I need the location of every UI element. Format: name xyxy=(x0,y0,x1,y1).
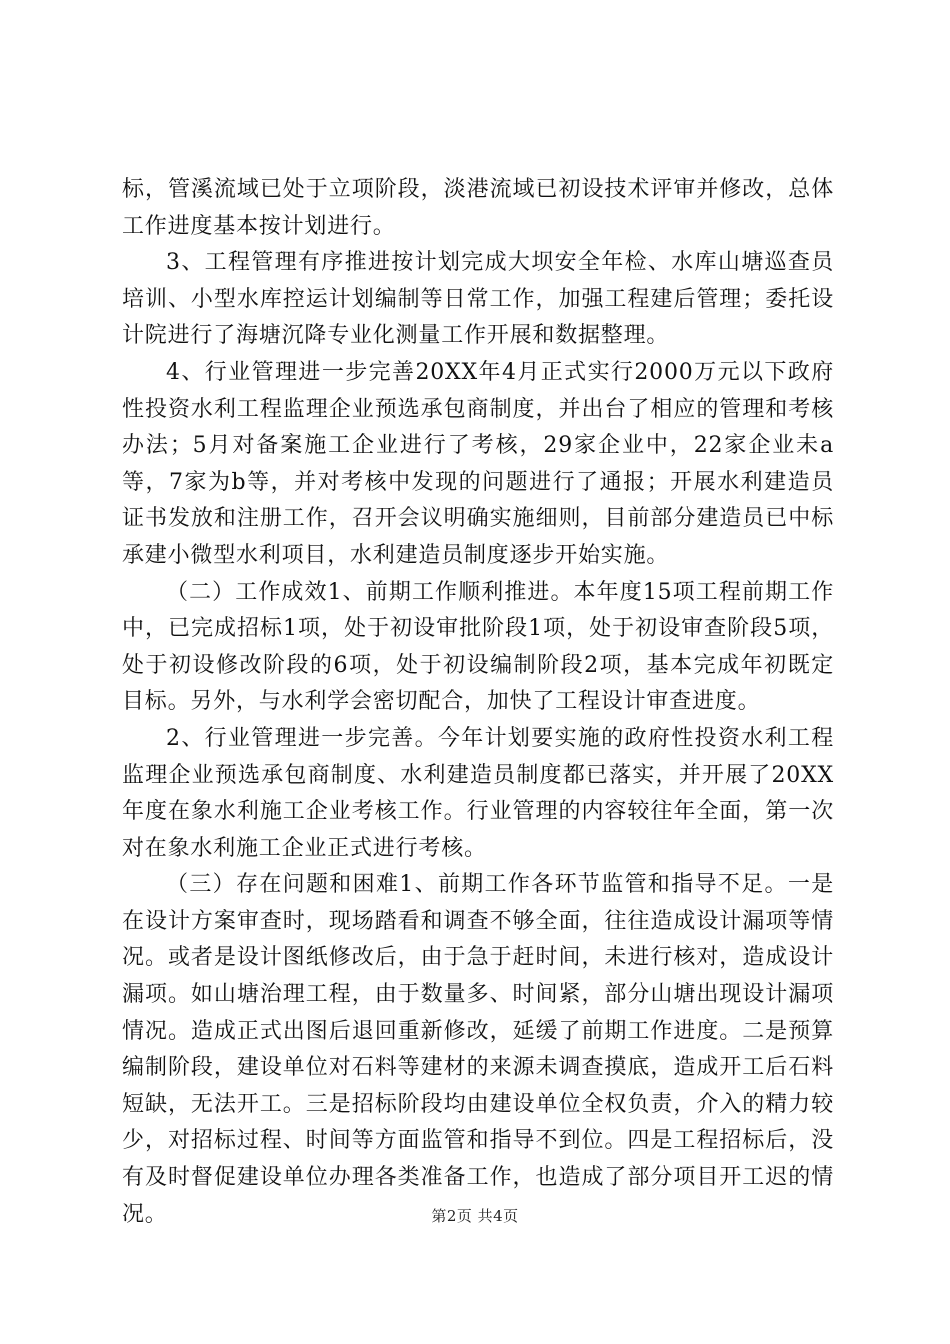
paragraph-industry-improvement: 2、行业管理进一步完善。今年计划要实施的政府性投资水利工程监理企业预选承包商制度、水利建造员制度都已落实，并开展了20XX年度在象水利施工企业考核工作。行业管理的内容较往年全面，第一次对在象水利施工企业正式进行考核。 xyxy=(122,725,834,861)
paragraph-work-results: （二）工作成效1、前期工作顺利推进。本年度15项工程前期工作中，已完成招标1项，处于初设审批阶段1项，处于初设审查阶段5项，处于初设修改阶段的6项，处于初设编制阶段2项，基本完成年初既定目标。另外，与水利学会密切配合，加快了工程设计审查进度。 xyxy=(122,579,834,715)
page-number-footer: 第2页 共4页 xyxy=(431,1207,519,1225)
paragraph-engineering-management: 3、工程管理有序推进按计划完成大坝安全年检、水库山塘巡查员培训、小型水库控运计划编制等日常工作，加强工程建后管理；委托设计院进行了海塘沉降专业化测量工作开展和数据整理。 xyxy=(122,250,834,349)
paragraph-industry-management: 4、行业管理进一步完善20XX年4月正式实行2000万元以下政府性投资水利工程监理企业预选承包商制度，并出台了相应的管理和考核办法；5月对备案施工企业进行了考核，29家企业中，22家企业未a等，7家为b等，并对考核中发现的问题进行了通报；开展水利建造员证书发放和注册工作，召开会议明确实施细则，目前部分建造员已中标承建小微型水利项目，水利建造员制度逐步开始实施。 xyxy=(122,359,834,568)
paragraph-continuation: 标，管溪流域已处于立项阶段，淡港流域已初设技术评审并修改，总体工作进度基本按计划进行。 xyxy=(122,177,834,239)
paragraph-problems-difficulties: （三）存在问题和困难1、前期工作各环节监管和指导不足。一是在设计方案审查时，现场踏看和调查不够全面，往往造成设计漏项等情况。或者是设计图纸修改后，由于急于赶时间，未进行核对，造成设计漏项。如山塘治理工程，由于数量多、时间紧，部分山塘出现设计漏项情况。造成正式出图后退回重新修改，延缓了前期工作进度。二是预算编制阶段，建设单位对石料等建材的来源未调查摸底，造成开工后石料短缺，无法开工。三是招标阶段均由建设单位全权负责，介入的精力较少，对招标过程、时间等方面监管和指导不到位。四是工程招标后，没有及时督促建设单位办理各类准备工作，也造成了部分项目开工迟的情况。 xyxy=(122,872,834,1227)
document-body xyxy=(122,172,834,1233)
